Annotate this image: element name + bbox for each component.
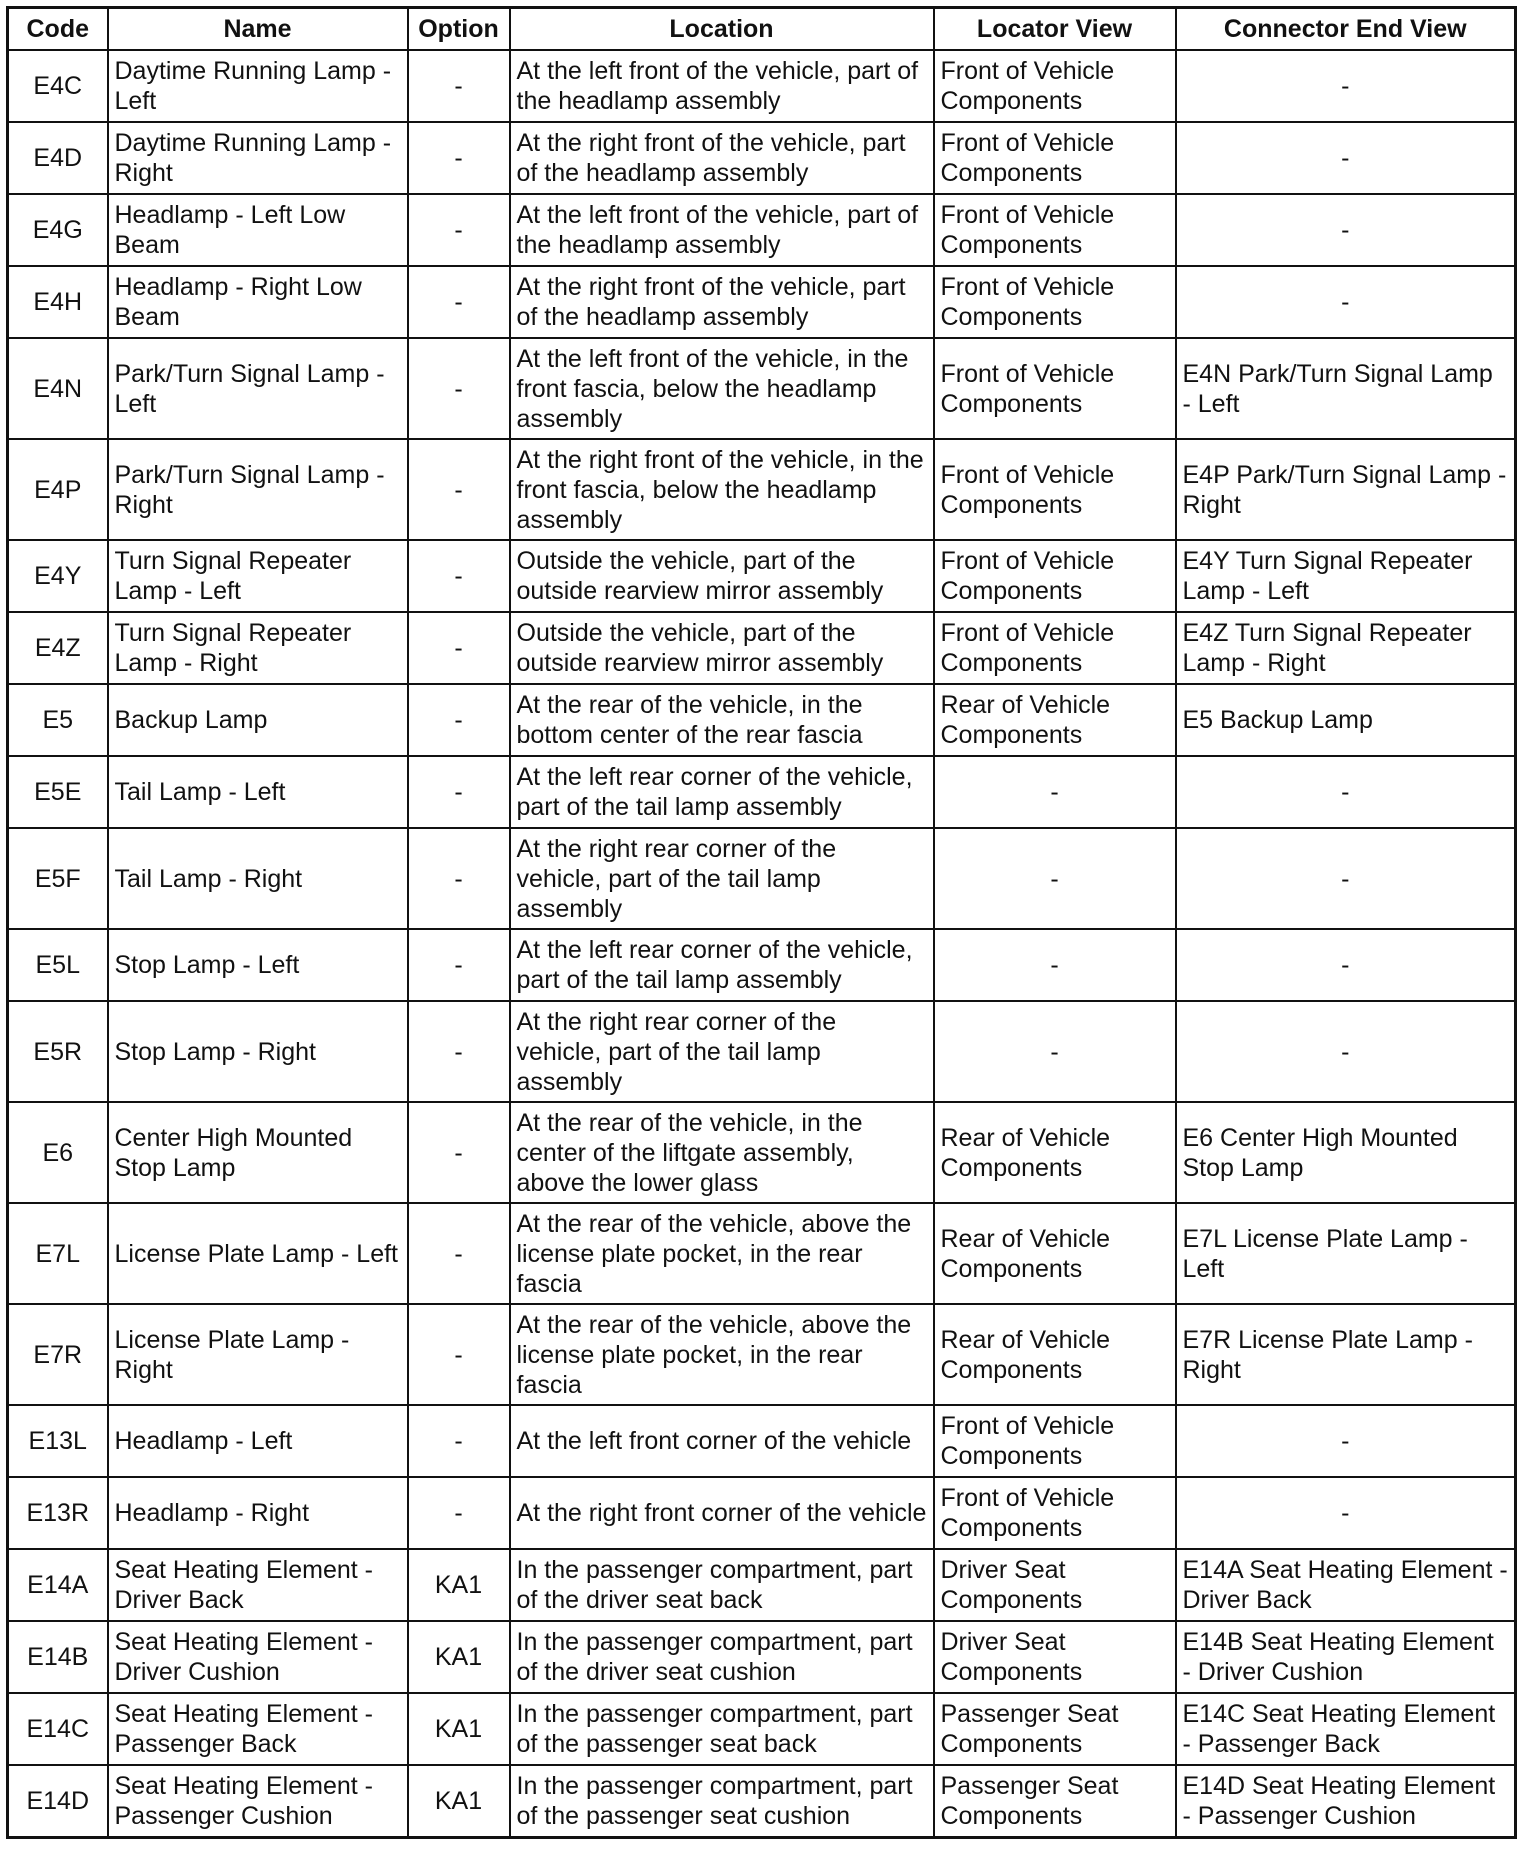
cell-code: E4Y (8, 540, 108, 612)
table-row (8, 1549, 1516, 1621)
cell-connector-end-view: - (1176, 122, 1516, 194)
table-row (8, 1203, 1516, 1304)
cell-locator-view: Front of Vehicle Components (934, 1477, 1176, 1549)
header-name: Name (108, 8, 408, 51)
cell-option: - (408, 540, 510, 612)
cell-locator-view: Front of Vehicle Components (934, 1405, 1176, 1477)
cell-code: E7L (8, 1203, 108, 1304)
cell-connector-end-view: E4N Park/Turn Signal Lamp - Left (1176, 338, 1516, 439)
cell-connector-end-view: - (1176, 756, 1516, 828)
cell-locator-view: Front of Vehicle Components (934, 50, 1176, 122)
cell-locator-view: Driver Seat Components (934, 1549, 1176, 1621)
cell-option: - (408, 929, 510, 1001)
cell-name: Stop Lamp - Right (108, 1001, 408, 1102)
table-row (8, 540, 1516, 612)
cell-name: License Plate Lamp - Left (108, 1203, 408, 1304)
cell-location: At the left front corner of the vehicle (510, 1405, 934, 1477)
cell-name: Daytime Running Lamp - Left (108, 50, 408, 122)
cell-locator-view: Rear of Vehicle Components (934, 1102, 1176, 1203)
cell-option: - (408, 1304, 510, 1405)
cell-code: E4Z (8, 612, 108, 684)
cell-locator-view: Driver Seat Components (934, 1621, 1176, 1693)
cell-option: - (408, 194, 510, 266)
cell-location: Outside the vehicle, part of the outside rearview mirror assembly (510, 540, 934, 612)
table-row (8, 1621, 1516, 1693)
cell-locator-view: Front of Vehicle Components (934, 439, 1176, 540)
cell-locator-view: Front of Vehicle Components (934, 338, 1176, 439)
cell-code: E4H (8, 266, 108, 338)
cell-locator-view: - (934, 756, 1176, 828)
cell-location: At the rear of the vehicle, in the bottom center of the rear fascia (510, 684, 934, 756)
cell-connector-end-view: E7L License Plate Lamp - Left (1176, 1203, 1516, 1304)
cell-connector-end-view: - (1176, 194, 1516, 266)
cell-location: At the left rear corner of the vehicle, part of the tail lamp assembly (510, 929, 934, 1001)
header-connector-end-view: Connector End View (1176, 8, 1516, 51)
cell-connector-end-view: E14D Seat Heating Element - Passenger Cushion (1176, 1765, 1516, 1838)
table-row (8, 1693, 1516, 1765)
cell-location: At the left front of the vehicle, part of the headlamp assembly (510, 194, 934, 266)
table-row (8, 828, 1516, 929)
cell-option: - (408, 756, 510, 828)
cell-location: At the right front of the vehicle, in the front fascia, below the headlamp assembly (510, 439, 934, 540)
cell-name: Park/Turn Signal Lamp - Right (108, 439, 408, 540)
cell-code: E13R (8, 1477, 108, 1549)
cell-name: Seat Heating Element - Driver Cushion (108, 1621, 408, 1693)
cell-option: - (408, 50, 510, 122)
cell-name: Headlamp - Left (108, 1405, 408, 1477)
table-row (8, 194, 1516, 266)
cell-locator-view: - (934, 1001, 1176, 1102)
cell-name: Turn Signal Repeater Lamp - Right (108, 612, 408, 684)
cell-location: In the passenger compartment, part of the passenger seat cushion (510, 1765, 934, 1838)
cell-location: At the rear of the vehicle, in the center of the liftgate assembly, above the lower glass (510, 1102, 934, 1203)
cell-code: E4D (8, 122, 108, 194)
cell-location: In the passenger compartment, part of the driver seat cushion (510, 1621, 934, 1693)
cell-code: E5F (8, 828, 108, 929)
cell-location: At the right rear corner of the vehicle, part of the tail lamp assembly (510, 1001, 934, 1102)
cell-name: Headlamp - Right (108, 1477, 408, 1549)
cell-option: - (408, 828, 510, 929)
cell-connector-end-view: - (1176, 266, 1516, 338)
cell-connector-end-view: E7R License Plate Lamp - Right (1176, 1304, 1516, 1405)
cell-locator-view: Rear of Vehicle Components (934, 684, 1176, 756)
table-row (8, 612, 1516, 684)
table-row (8, 756, 1516, 828)
cell-connector-end-view: - (1176, 1477, 1516, 1549)
cell-name: Park/Turn Signal Lamp - Left (108, 338, 408, 439)
cell-connector-end-view: - (1176, 929, 1516, 1001)
cell-option: - (408, 1477, 510, 1549)
header-row (8, 8, 1516, 51)
cell-locator-view: Passenger Seat Components (934, 1693, 1176, 1765)
cell-connector-end-view: - (1176, 828, 1516, 929)
cell-option: - (408, 122, 510, 194)
cell-location: At the right front of the vehicle, part of the headlamp assembly (510, 266, 934, 338)
cell-connector-end-view: E14B Seat Heating Element - Driver Cushion (1176, 1621, 1516, 1693)
cell-code: E4N (8, 338, 108, 439)
cell-connector-end-view: - (1176, 1405, 1516, 1477)
cell-connector-end-view: - (1176, 50, 1516, 122)
cell-connector-end-view: E4Z Turn Signal Repeater Lamp - Right (1176, 612, 1516, 684)
table-row (8, 1001, 1516, 1102)
cell-name: Tail Lamp - Right (108, 828, 408, 929)
cell-option: - (408, 439, 510, 540)
table-row (8, 1304, 1516, 1405)
cell-location: At the right front corner of the vehicle (510, 1477, 934, 1549)
table-row (8, 1765, 1516, 1838)
table-row (8, 122, 1516, 194)
header-option: Option (408, 8, 510, 51)
table-row (8, 929, 1516, 1001)
cell-name: Seat Heating Element - Passenger Back (108, 1693, 408, 1765)
cell-name: Daytime Running Lamp - Right (108, 122, 408, 194)
cell-option: - (408, 612, 510, 684)
cell-connector-end-view: E4P Park/Turn Signal Lamp - Right (1176, 439, 1516, 540)
cell-code: E5E (8, 756, 108, 828)
cell-location: At the right rear corner of the vehicle, part of the tail lamp assembly (510, 828, 934, 929)
cell-connector-end-view: - (1176, 1001, 1516, 1102)
cell-locator-view: Front of Vehicle Components (934, 266, 1176, 338)
cell-locator-view: Front of Vehicle Components (934, 194, 1176, 266)
cell-locator-view: Passenger Seat Components (934, 1765, 1176, 1838)
table-row (8, 439, 1516, 540)
cell-name: Center High Mounted Stop Lamp (108, 1102, 408, 1203)
cell-code: E4P (8, 439, 108, 540)
cell-code: E14D (8, 1765, 108, 1838)
cell-option: KA1 (408, 1621, 510, 1693)
cell-locator-view: - (934, 929, 1176, 1001)
cell-connector-end-view: E5 Backup Lamp (1176, 684, 1516, 756)
cell-connector-end-view: E14C Seat Heating Element - Passenger Back (1176, 1693, 1516, 1765)
header-location: Location (510, 8, 934, 51)
cell-location: Outside the vehicle, part of the outside rearview mirror assembly (510, 612, 934, 684)
cell-code: E14A (8, 1549, 108, 1621)
cell-locator-view: Rear of Vehicle Components (934, 1304, 1176, 1405)
cell-option: - (408, 1001, 510, 1102)
cell-location: At the rear of the vehicle, above the license plate pocket, in the rear fascia (510, 1203, 934, 1304)
cell-option: - (408, 266, 510, 338)
cell-option: KA1 (408, 1693, 510, 1765)
cell-name: License Plate Lamp - Right (108, 1304, 408, 1405)
cell-locator-view: - (934, 828, 1176, 929)
cell-option: - (408, 684, 510, 756)
cell-connector-end-view: E6 Center High Mounted Stop Lamp (1176, 1102, 1516, 1203)
cell-name: Turn Signal Repeater Lamp - Left (108, 540, 408, 612)
cell-code: E5L (8, 929, 108, 1001)
header-locator-view: Locator View (934, 8, 1176, 51)
cell-code: E5 (8, 684, 108, 756)
cell-location: At the left rear corner of the vehicle, part of the tail lamp assembly (510, 756, 934, 828)
cell-code: E14C (8, 1693, 108, 1765)
cell-option: KA1 (408, 1765, 510, 1838)
table-row (8, 266, 1516, 338)
cell-name: Headlamp - Left Low Beam (108, 194, 408, 266)
cell-name: Seat Heating Element - Driver Back (108, 1549, 408, 1621)
cell-name: Backup Lamp (108, 684, 408, 756)
cell-locator-view: Front of Vehicle Components (934, 612, 1176, 684)
cell-locator-view: Rear of Vehicle Components (934, 1203, 1176, 1304)
cell-option: - (408, 1405, 510, 1477)
cell-location: At the left front of the vehicle, in the front fascia, below the headlamp assembly (510, 338, 934, 439)
cell-connector-end-view: E4Y Turn Signal Repeater Lamp - Left (1176, 540, 1516, 612)
cell-code: E6 (8, 1102, 108, 1203)
component-locator-table (6, 6, 1517, 1839)
table-row (8, 338, 1516, 439)
header-code: Code (8, 8, 108, 51)
cell-code: E13L (8, 1405, 108, 1477)
cell-name: Seat Heating Element - Passenger Cushion (108, 1765, 408, 1838)
cell-code: E4C (8, 50, 108, 122)
cell-option: - (408, 1203, 510, 1304)
component-locator-table-container (6, 6, 1514, 1839)
table-row (8, 1405, 1516, 1477)
cell-location: In the passenger compartment, part of the driver seat back (510, 1549, 934, 1621)
table-row (8, 1477, 1516, 1549)
cell-name: Tail Lamp - Left (108, 756, 408, 828)
table-row (8, 1102, 1516, 1203)
table-row (8, 50, 1516, 122)
cell-option: - (408, 1102, 510, 1203)
cell-name: Stop Lamp - Left (108, 929, 408, 1001)
table-row (8, 684, 1516, 756)
cell-code: E14B (8, 1621, 108, 1693)
cell-locator-view: Front of Vehicle Components (934, 122, 1176, 194)
cell-name: Headlamp - Right Low Beam (108, 266, 408, 338)
cell-option: - (408, 338, 510, 439)
cell-code: E4G (8, 194, 108, 266)
cell-locator-view: Front of Vehicle Components (934, 540, 1176, 612)
cell-location: At the rear of the vehicle, above the license plate pocket, in the rear fascia (510, 1304, 934, 1405)
cell-location: At the right front of the vehicle, part of the headlamp assembly (510, 122, 934, 194)
cell-location: In the passenger compartment, part of the passenger seat back (510, 1693, 934, 1765)
cell-code: E5R (8, 1001, 108, 1102)
cell-connector-end-view: E14A Seat Heating Element - Driver Back (1176, 1549, 1516, 1621)
cell-code: E7R (8, 1304, 108, 1405)
cell-option: KA1 (408, 1549, 510, 1621)
cell-location: At the left front of the vehicle, part of the headlamp assembly (510, 50, 934, 122)
